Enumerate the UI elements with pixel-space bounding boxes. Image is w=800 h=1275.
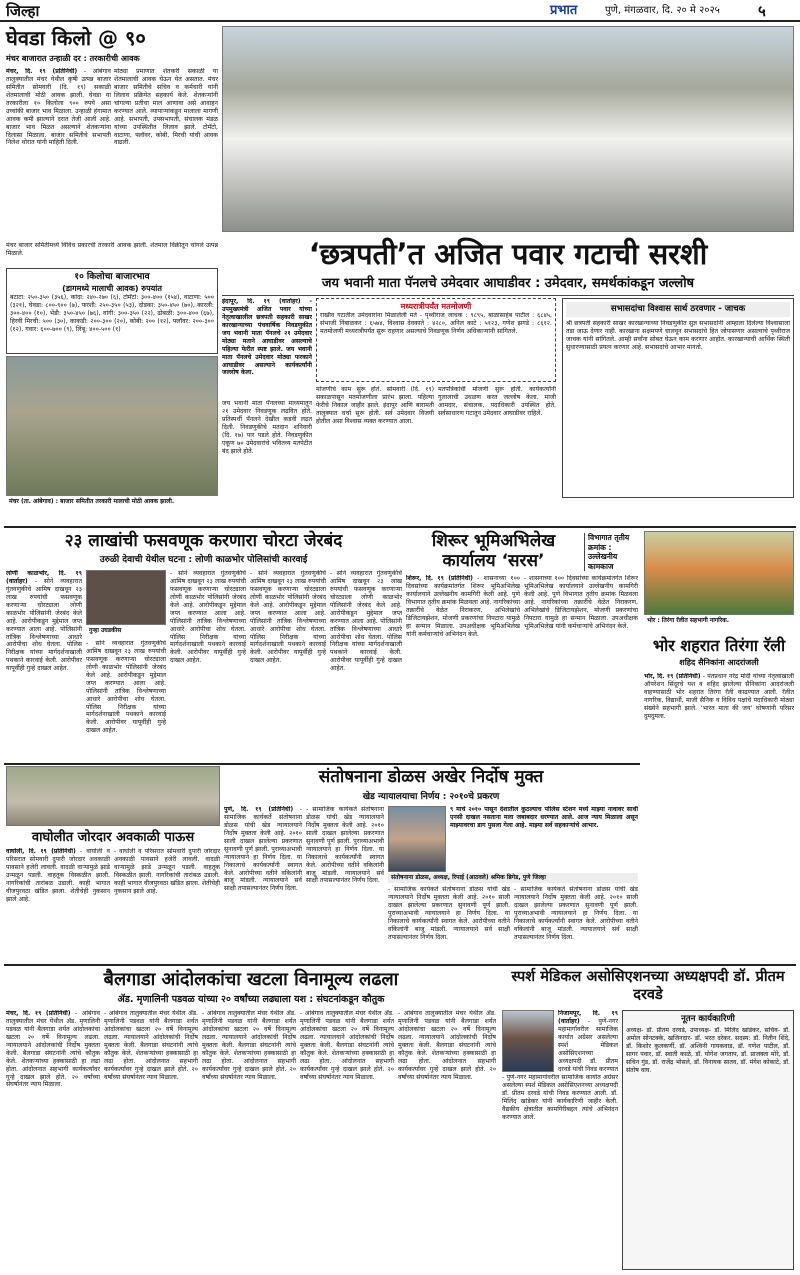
fraud-col4: - सोने व्यवहारात गुंतवणुकीचे आमिष दाखवून २३ लाख रुपयांची फसवणूक करणाऱ्या चोरट्याला लोणी काळभोर पोलिसांनी जेरबंद केले आहे. आरोपीकडून मुद्देमाल जप्त करण्यात आला आहे. पोलिसांनी तांत्रिक विश्लेषणाच्या आधारे आरोपीचा शोध घेतला. पोलिस निरीक्षक यांच्या मार्गदर्शनाखाली पथकाने कारवाई केली. आरोपीवर यापूर्वीही गुन्हे दाखल आहेत. bbox=[250, 570, 326, 665]
chhatrapati-subhead: जय भवानी माता पॅनलचे उमेदवार आघाडीवर : उमेदवार, समर्थकांकडून जल्लोष bbox=[321, 276, 695, 291]
side-box bbox=[562, 298, 794, 498]
chhatrapati-col3: मोजणीचे काम सुरू होते. सोमवारी (दि. १९) सकाळपासून मतमोजणीला प्रारंभ झाला. पहिल्या फेरीचे निकाल जाहीर झाले. इंदापूर आणि बारामती तालुक्यात चर्चा सुरू होती. सर्व उमेदवार विजयी होतील असा विश्वास व्यक्त करण्यात आला. bbox=[316, 386, 434, 425]
rain-col2: - वाघोली व परिसरात सोमवारी दुपारी जोरदार अवकाळी पावसाने हजेरी लावली. वादळी वाऱ्यामुळे झाडे उन्मळून पडली. वाहतूक विस्कळीत झाली. नागरिकांची तारांबळ उडाली. काही भागात वीजपुरवठा खंडित झाला. शेतीचेही नुकसान झाले आहे. bbox=[114, 848, 220, 895]
result-box bbox=[316, 298, 556, 382]
rally-flag-photo bbox=[644, 531, 794, 615]
santosh-col4: - सामाजिक कार्यकर्ते संतोषनाना डोळस यांची खेड न्यायालयाने निर्दोष मुक्तता केली आहे. २०१० साली दाखल झालेल्या प्रकरणात सुनावणी पूर्ण झाली. पुराव्याअभावी न्यायालयाने हा निर्णय दिला. या निकालाचे कार्यकर्त्यांनी स्वागत केले. आरोपीच्या वतीने वकिलांनी बाजू मांडली. न्यायालयाने सर्व साक्षी तपासल्यानंतर निर्णय दिला. bbox=[514, 886, 638, 941]
fraud-col2: - सोने व्यवहारात गुंतवणुकीचे आमिष दाखवून २३ लाख रुपयांची फसवणूक करणाऱ्या चोरट्याला लोणी काळभोर पोलिसांनी जेरबंद केले आहे. आरोपीकडून मुद्देमाल जप्त करण्यात आला आहे. पोलिसांनी तांत्रिक विश्लेषणाच्या आधारे आरोपीचा शोध घेतला. पोलिस निरीक्षक यांच्या मार्गदर्शनाखाली पथकाने कारवाई केली. आरोपीवर यापूर्वीही गुन्हे दाखल आहेत. bbox=[86, 640, 166, 735]
rain-text: - वाघोली व परिसरात सोमवारी दुपारी जोरदार अवकाळी पावसाने हजेरी लावली. वादळी वाऱ्यामुळे झाडे उन्मळून पडली. वाहतूक विस्कळीत झाली. नागरिकांची तारांबळ उडाली. काही भागात वीजपुरवठा खंडित झाला. शेतीचेही नुकसान झाले आहे. bbox=[6, 848, 110, 903]
rule bbox=[4, 763, 640, 765]
santosh-col1 bbox=[224, 806, 302, 960]
dateline: इंदापूर, दि. १९ (वार्ताहर) bbox=[222, 298, 301, 305]
santosh-photo-caption: संतोषनाना डोळस, अध्यक्ष, रिपाई (आठवले) श्रमिक ब्रिगेड, पुणे जिल्हा bbox=[388, 873, 638, 883]
rain-headline: वाघोलीत जोरदार अवकाळी पाऊस bbox=[31, 830, 195, 845]
santosh-quote: ९ मार्च २०१० पासून देशातील कुठल्याच पोलिस स्टेशन मध्ये माझ्या नावावर साधी एनसी दाखल नसताना मला जबाबदार धरण्यात आले. आज न्याय मिळाला असून माझ्यावरचा डाग पुसला गेला आहे. माझ्या सर्व सहकाऱ्यांचे आभार. bbox=[450, 806, 638, 829]
dateline: शिरूर, दि. १९ (प्रतिनिधी) bbox=[406, 575, 473, 582]
bhor-subhead: शहिद सैनिकांना आदरांजली bbox=[679, 658, 759, 667]
fraud-col3: - सोने व्यवहारात गुंतवणुकीचे आमिष दाखवून २३ लाख रुपयांची फसवणूक करणाऱ्या चोरट्याला लोणी काळभोर पोलिसांनी जेरबंद केले आहे. आरोपीकडून मुद्देमाल जप्त करण्यात आला आहे. पोलिसांनी तांत्रिक विश्लेषणाच्या आधारे आरोपीचा शोध घेतला. पोलिस निरीक्षक यांच्या मार्गदर्शनाखाली पथकाने कारवाई केली. आरोपीवर यापूर्वीही गुन्हे दाखल आहेत. bbox=[170, 570, 246, 665]
chhatrapati-col2: जय भवानी माता पॅनलच्या माध्यमातून २१ उमेदवार निवडणूक लढवित होते. प्रतिस्पर्धी पॅनलने देखील कडवी लढत दिली. निवडणुकीचे मतदान शनिवारी (दि. १७) पार पडले होते. निवडणुकीत एकूण ७० उमेदवारांचे भवितव्य मतपेटीत बंद झाले होते. bbox=[222, 400, 312, 455]
fraud-col5: - सोने व्यवहारात गुंतवणुकीचे आमिष दाखवून २३ लाख रुपयांची फसवणूक करणाऱ्या चोरट्याला लोणी काळभोर पोलिसांनी जेरबंद केले आहे. आरोपीकडून मुद्देमाल जप्त करण्यात आला आहे. पोलिसांनी तांत्रिक विश्लेषणाच्या आधारे आरोपीचा शोध घेतला. पोलिस निरीक्षक यांच्या मार्गदर्शनाखाली पथकाने कारवाई केली. आरोपीवर यापूर्वीही गुन्हे दाखल आहेत. bbox=[330, 570, 402, 673]
chhatrapati-col4: मतपत्रिकांची मोजणी सुरू होती. कार्यकर्त्यांनी गुलालाची उधळण करत जल्लोष केला. माजी आमदार, संचालक, पदाधिकारी उपस्थित होते. सर्वसाधारण गटातून उमेदवार आघाडीवर राहिले. bbox=[438, 386, 556, 417]
fraud-text: - सोने व्यवहारात गुंतवणुकीचे आमिष दाखवून २३ लाख रुपयांची फसवणूक करणाऱ्या चोरट्याला लोणी काळभोर पोलिसांनी जेरबंद केले आहे. आरोपीकडून मुद्देमाल जप्त करण्यात आला आहे. पोलिसांनी तांत्रिक विश्लेषणाच्या आधारे आरोपीचा शोध घेतला. पोलिस निरीक्षक यांच्या मार्गदर्शनाखाली पथकाने कारवाई केली. आरोपीवर यापूर्वीही गुन्हे दाखल आहेत. bbox=[6, 577, 82, 673]
santosh-text: - सामाजिक कार्यकर्ते संतोषनाना डोळस यांची खेड न्यायालयाने निर्दोष मुक्तता केली आहे. २०१० साली दाखल झालेल्या प्रकरणात सुनावणी पूर्ण झाली. पुराव्याअभावी न्यायालयाने हा निर्णय दिला. या निकालाचे कार्यकर्त्यांनी स्वागत केले. आरोपीच्या वतीने वकिलांनी बाजू मांडली. न्यायालयाने सर्व साक्षी तपासल्यानंतर निर्णय दिला. bbox=[224, 806, 302, 893]
fraud-photo-caption: गुन्हा उघडकीस bbox=[86, 626, 166, 636]
price-table-subtitle: (डागमध्ये मालाची आवक) रुपयांत bbox=[62, 283, 162, 293]
rule bbox=[4, 964, 796, 966]
fraud-subhead: उरुळी देवाची येथील घटना : लोणी काळभोर पोलिसांची कारवाई bbox=[99, 555, 308, 565]
bhor-text: - पंतप्रधान नरेंद्र मोदी यांच्या नेतृत्वाखाली ऑपरेशन सिंदूरचे यश व शहिद झालेल्या सैनिकांना आदरांजली वाहण्यासाठी भोर शहरात तिरंगा रॅली काढण्यात आली. रॅलीत नागरिक, विद्यार्थी, माजी सैनिक व विविध पक्षांचे पदाधिकारी मोठ्या संख्येने सहभागी झाले. ‘भारत माता की जय’ घोषणांनी परिसर दुमदुमला. bbox=[644, 673, 794, 720]
ghevda-text-left: - आंबेगाव तालुक्यातील मंचर येथील कृषी उत्पन्न बाजार समितीत सोमवारी (दि. १९) सकाळी शेतमालाची मोठी आवक झाली. घेवडा या तरकारीला १० किलोला ९०० रुपये असा उच्चांकी बाजार भाव मिळाला. उन्हाळी हंगामात आवक कमी झाल्याने दरात तेजी आली आहे. बाजार भाव मिळत असल्याने शेतकऱ्यांना दिलासा मिळाला. बाजार समितीचे सभापती निलेश थोरात यांनी माहिती दिली. bbox=[6, 68, 111, 147]
fraud-photo bbox=[86, 570, 166, 625]
bailgada-subhead: ॲड. मृणालिनी पडवळ यांच्या २० वर्षांच्या लढ्याला यश : संघटनांकडून कौतुक bbox=[117, 994, 385, 1005]
price-table-title: १० किलोचा बाजारभाव bbox=[74, 272, 150, 282]
fraud-headline: २३ लाखांची फसवणूक करणारा चोरटा जेरबंद bbox=[64, 531, 343, 551]
result-body: राखीव गटातील उमेदवारांना मिळालेली मते - पृथ्वीराज जाचक : ९८९५, बाळासाहेब पाटील : ६८४५, संभाजी निंबाळकर : ६५७४, विश्वास देवकाते : ४२८०, अनिल काटे : ५१२३, गणेश झगडे : ८६१२. मतमोजणी मध्यरात्रीपर्यंत सुरू राहणार असल्याचे निवडणूक निर्णय अधिकाऱ्यांनी सांगितले. bbox=[320, 312, 552, 336]
sparsh-col2: - पुणे-नगर महामार्गावरील सामाजिक कार्यात अग्रेसर असलेल्या स्पर्श मेडिकल असोसिएशनच्या अध्यक्षपदी डॉ. प्रीतम दरवडे यांची निवड करण्यात आली. डॉ. मिलिंद खांडेकर यांनी कार्यकारिणी जाहीर केली. वैद्यकीय क्षेत्रातील कामगिरीबद्दल त्यांचे अभिनंदन करण्यात आले. bbox=[502, 1074, 618, 1121]
side-body: श्री छत्रपती सहकारी साखर कारखान्याच्या निवडणुकीत सुज्ञ सभासदांनी आम्हाला दिलेल्या विश्वासाला तडा जाऊ देणार नाही. कारखाना सक्षमपणे चालवून सभासदांचे हित जोपासणार असल्याचे पृथ्वीराज जाचक यांनी सांगितले. आम्ही सर्वांना सोबत घेऊन काम करणार आहोत. कारखान्याची आर्थिक स्थिती सुधारण्यासाठी प्रयत्न करणार आहे. सभासदांचे आभार मानतो. bbox=[566, 319, 790, 351]
land-col2: - शासनाच्या १०० दिवसांच्या कार्यक्रमांतर्गत शिरूर भूमिअभिलेख कार्यालयाने उल्लेखनीय कामगिरी केली आहे. पुणे विभागात तृतीय क्रमांक मिळवला आहे. नागरिकांच्या तक्रारींचे वेळेत निराकरण, अभिलेखांचे डिजिटायझेशन, मोजणी प्रकरणांचा निपटारा यामुळे हा सन्मान मिळाला. उपअधीक्षक भूमिअभिलेख यांनी कर्मचाऱ्यांचे अभिनंदन केले. bbox=[524, 575, 638, 630]
dateline: पुणे, दि. १९ (प्रतिनिधी) bbox=[224, 806, 294, 813]
santosh-photo bbox=[388, 806, 446, 872]
bailgada-col3: - आंबेगाव तालुक्यातील मंचर येथील ॲड. मृणालिनी पडवळ यांनी बैलगाडा शर्यत आंदोलकांचा खटला २० वर्षे विनामूल्य लढला. न्यायालयाने आंदोलकांची निर्दोष मुक्तता केली. बैलगाडा संघटनांनी त्यांचे कौतुक केले. शेतकऱ्यांच्या हक्कासाठी हा लढा होता. आंदोलनात सहभागी कार्यकर्त्यांवर गुन्हे दाखल झाले होते. २० वर्षांच्या संघर्षानंतर न्याय मिळाला. bbox=[202, 1010, 296, 1081]
bhor-headline: भोर शहरात तिरंगा रॅली bbox=[652, 636, 786, 655]
dateline: वाघोली, दि. १९ (प्रतिनिधी) bbox=[6, 848, 76, 855]
brand-logo: प्रभात bbox=[550, 3, 578, 18]
fraud-col1 bbox=[6, 570, 82, 760]
sparsh-text: - पुणे-नगर महामार्गावरील सामाजिक कार्यात अग्रेसर असलेल्या स्पर्श मेडिकल असोसिएशनच्या अध्यक्षपदी डॉ. प्रीतम दरवडे यांची निवड करण्यात bbox=[558, 1017, 618, 1072]
tree-photo bbox=[6, 766, 220, 826]
exec-body: अध्यक्ष- डॉ. प्रीतम दरवडे, उपाध्यक्ष- डॉ. मिलिंद खांडेकर, सचिव- डॉ. अमोल सोनटक्के, खजिनदार- डॉ. भरत दरेकर. सदस्य: डॉ. नितीन शिंदे, डॉ. किशोर कुलकर्णी, डॉ. अश्विनी गायकवाड, डॉ. गणेश पाटील, डॉ. सागर पवार, डॉ. स्वाती काळे, डॉ. योगेश जगताप, डॉ. प्राजक्ता मोरे, डॉ. सचिन गुंड, डॉ. राजेंद्र भोसले, डॉ. विनायक सातव, डॉ. मंगेश कोकाटे, डॉ. संतोष वाघ. bbox=[626, 1026, 790, 1074]
chhatrapati-lead-text: - उपमुख्यमंत्री अजित पवार यांच्या नेतृत्वाखालील छत्रपती सहकारी साखर कारखान्याच्या पंचवार्षिक निवडणुकीत जय भवानी माता पॅनलचे २१ उमेदवार मोठ्या मताने आघाडीवर असल्याचे पहिल्या फेरीत स्पष्ट झाले. जय भवानी माता पॅनलचे उमेदवार मोठ्या फरकाने आघाडीवर असल्याने कार्यकर्त्यांनी जल्लोष केला. bbox=[222, 298, 312, 377]
bailgada-headline: बैलगाडा आंदोलकांचा खटला विनामूल्य लढला bbox=[103, 969, 399, 990]
side-title: सभासदांचा विश्वास सार्थ ठरवणार - जाचक bbox=[566, 302, 790, 317]
market-photo bbox=[6, 356, 218, 496]
exec-box bbox=[622, 1010, 794, 1270]
bailgada-col5: - आंबेगाव तालुक्यातील मंचर येथील ॲड. मृणालिनी पडवळ यांनी बैलगाडा शर्यत आंदोलकांचा खटला २० वर्षे विनामूल्य लढला. न्यायालयाने आंदोलकांची निर्दोष मुक्तता केली. बैलगाडा संघटनांनी त्यांचे कौतुक केले. शेतकऱ्यांच्या हक्कासाठी हा लढा होता. आंदोलनात सहभागी कार्यकर्त्यांवर गुन्हे दाखल झाले होते. २० वर्षांच्या संघर्षानंतर न्याय मिळाला. bbox=[398, 1010, 496, 1081]
santosh-subhead: खेड न्यायालयाचा निर्णय : २०१०चे प्रकरण bbox=[362, 792, 500, 802]
rain-col1 bbox=[6, 848, 110, 958]
chhatrapati-headline: ‘छत्रपती’त अजित पवार गटाची सरशी bbox=[308, 237, 708, 271]
rule bbox=[4, 526, 796, 528]
dateline: मंचर, दि. १९ (प्रतिनिधी) bbox=[6, 68, 78, 75]
bailgada-text: - आंबेगाव तालुक्यातील मंचर येथील ॲड. मृणालिनी पडवळ यांनी बैलगाडा शर्यत आंदोलकांचा खटला २० वर्षे विनामूल्य लढला. न्यायालयाने आंदोलकांची निर्दोष मुक्तता केली. बैलगाडा संघटनांनी त्यांचे कौतुक केले. शेतकऱ्यांच्या हक्कासाठी हा लढा होता. आंदोलनात सहभागी कार्यकर्त्यांवर गुन्हे दाखल झाले होते. २० वर्षांच्या संघर्षानंतर न्याय मिळाला. bbox=[6, 1010, 100, 1089]
masthead bbox=[0, 0, 800, 22]
santosh-col3: - सामाजिक कार्यकर्ते संतोषनाना डोळस यांची खेड न्यायालयाने निर्दोष मुक्तता केली आहे. २०१० साली दाखल झालेल्या प्रकरणात सुनावणी पूर्ण झाली. पुराव्याअभावी न्यायालयाने हा निर्णय दिला. या निकालाचे कार्यकर्त्यांनी स्वागत केले. आरोपीच्या वतीने वकिलांनी बाजू मांडली. न्यायालयाने सर्व साक्षी तपासल्यानंतर निर्णय दिला. bbox=[388, 886, 510, 941]
ghevda-subhead: मंचर बाजारात उन्हाळी दर : तरकारीची आवक bbox=[6, 54, 140, 63]
land-headline: शिरूर भूमिअभिलेख कार्यालय ‘सरस’ bbox=[431, 531, 556, 572]
ghevda-bottom-note: मंचर बाजार समितीमध्ये विविध प्रकारची तरकारी आवक झाली. शेतमाल विक्रीतून चांगले उत्पन्न मिळाले. bbox=[6, 242, 218, 257]
land-side-note: विभागात तृतीय क्रमांक : उल्लेखनीय कामकाज bbox=[584, 533, 640, 571]
rally-photo bbox=[222, 26, 794, 232]
page-number: ५ bbox=[758, 2, 766, 20]
issue-date: पुणे, मंगळवार, दि. २० मे २०२५ bbox=[605, 5, 720, 16]
price-table-body: बटाटा: २५०-३५० (३५६), कांदा: २४०-२७० (६), टोमॅटो: ३००-४०० (१५४), वाटाणा: ५०० (३२१), घेवडा: ८००-९०० (७), फरशी: २५०-३५० (५३), दोडका: ३५०-४५० (७०), कारली: ३००-४०० (१०), भेंडी: ३५०-४५० (७६), वांगी: ३००-३५० (२२), ढोबळी: ३००-४०० (६७), हिरवी मिरची: ५०० (३०), काकडी: २००-३०० (२०), कोबी: २०० (१२), फ्लॉवर: २००-३०० (१२), गवार: ६००-७०० (९), लिंबू: ४००-५०० (१) bbox=[10, 293, 214, 333]
land-col1 bbox=[406, 575, 520, 760]
section-title: जिल्हा bbox=[6, 2, 40, 20]
exec-title: नूतन कार्यकारिणी bbox=[681, 1014, 735, 1024]
dateline: लोणी काळभोर, दि. १९ (वार्ताहर) bbox=[6, 570, 82, 585]
ghevda-body-left bbox=[6, 68, 111, 240]
dateline: भोर, दि. १९ (प्रतिनिधी) bbox=[644, 673, 701, 680]
bailgada-col4: - आंबेगाव तालुक्यातील मंचर येथील ॲड. मृणालिनी पडवळ यांनी बैलगाडा शर्यत आंदोलकांचा खटला २० वर्षे विनामूल्य लढला. न्यायालयाने आंदोलकांची निर्दोष मुक्तता केली. बैलगाडा संघटनांनी त्यांचे कौतुक केले. शेतकऱ्यांच्या हक्कासाठी हा लढा होता. आंदोलनात सहभागी कार्यकर्त्यांवर गुन्हे दाखल झाले होते. २० वर्षांच्या संघर्षानंतर न्याय मिळाला. bbox=[300, 1010, 394, 1081]
santosh-headline: संतोषनाना डोळस अखेर निर्दोष मुक्त bbox=[318, 767, 544, 787]
sparsh-col1 bbox=[558, 1010, 618, 1072]
dateline: मंचर, दि. १९ (प्रतिनिधी) bbox=[6, 1010, 71, 1017]
bhor-photo-caption: भोर : तिरंगा रॅलीत सहभागी नागरिक. bbox=[644, 616, 794, 626]
market-photo-caption: मंचर (ता. आंबेगाव) : बाजार समितीत तरकारी मालाची मोठी आवक झाली. bbox=[6, 497, 218, 507]
sparsh-headline: स्पर्श मेडिकल असोसिएशनच्या अध्यक्षपदी डॉ. प्रीतम दरवडे bbox=[511, 969, 785, 1004]
dateline: निजामपूर, दि. १९ (वार्ताहर) bbox=[558, 1010, 618, 1025]
result-title: मध्यरात्रीपर्यंत मतमोजणी bbox=[400, 302, 472, 311]
santosh-col2: - सामाजिक कार्यकर्ते संतोषनाना डोळस यांची खेड न्यायालयाने निर्दोष मुक्तता केली आहे. २०१० साली दाखल झालेल्या प्रकरणात सुनावणी पूर्ण झाली. पुराव्याअभावी न्यायालयाने हा निर्णय दिला. या निकालाचे कार्यकर्त्यांनी स्वागत केले. आरोपीच्या वतीने वकिलांनी बाजू मांडली. न्यायालयाने सर्व साक्षी तपासल्यानंतर निर्णय दिला. bbox=[306, 806, 384, 885]
ghevda-headline: घेवडा किलो @ ९० bbox=[6, 26, 146, 50]
ghevda-body-right: मोठ्या प्रमाणात शेतकरी सकाळी या शेतमालाची आवक घेऊन येत असतात. मंचर बाजार समितीचे सचिव व कर्मचारी यांनी लिलाव प्रक्रियेत सहकार्य केले. शेतकऱ्यांनी चांगल्या प्रतीचा माल आणावा असे आवाहन करण्यात आले. व्यापाऱ्यांकडून मालाला मागणी आहे. सभापती, उपसभापती, संचालक मंडळ यांच्या उपस्थितीत लिलाव झाले. टोमॅटो, वाटाणा, फ्लॉवर, कोबी, मिरची यांची आवक वाढली. bbox=[114, 68, 218, 147]
bhor-body bbox=[644, 673, 794, 963]
sparsh-photo bbox=[502, 1010, 554, 1072]
rule bbox=[222, 295, 794, 296]
bailgada-col2: - आंबेगाव तालुक्यातील मंचर येथील ॲड. मृणालिनी पडवळ यांनी बैलगाडा शर्यत आंदोलकांचा खटला २० वर्षे विनामूल्य लढला. न्यायालयाने आंदोलकांची निर्दोष मुक्तता केली. बैलगाडा संघटनांनी त्यांचे कौतुक केले. शेतकऱ्यांच्या हक्कासाठी हा लढा होता. आंदोलनात सहभागी कार्यकर्त्यांवर गुन्हे दाखल झाले होते. २० वर्षांच्या संघर्षानंतर न्याय मिळाला. bbox=[104, 1010, 198, 1081]
land-text: - शासनाच्या १०० दिवसांच्या कार्यक्रमांतर्गत शिरूर भूमिअभिलेख कार्यालयाने उल्लेखनीय कामगिरी केली आहे. पुणे विभागात तृतीय क्रमांक मिळवला आहे. नागरिकांच्या तक्रारींचे वेळेत निराकरण, अभिलेखांचे डिजिटायझेशन, मोजणी प्रकरणांचा निपटारा यामुळे हा सन्मान मिळाला. उपअधीक्षक भूमिअभिलेख यांनी कर्मचाऱ्यांचे अभिनंदन केले. bbox=[406, 575, 520, 638]
price-table bbox=[6, 268, 218, 354]
bailgada-col1 bbox=[6, 1010, 100, 1270]
